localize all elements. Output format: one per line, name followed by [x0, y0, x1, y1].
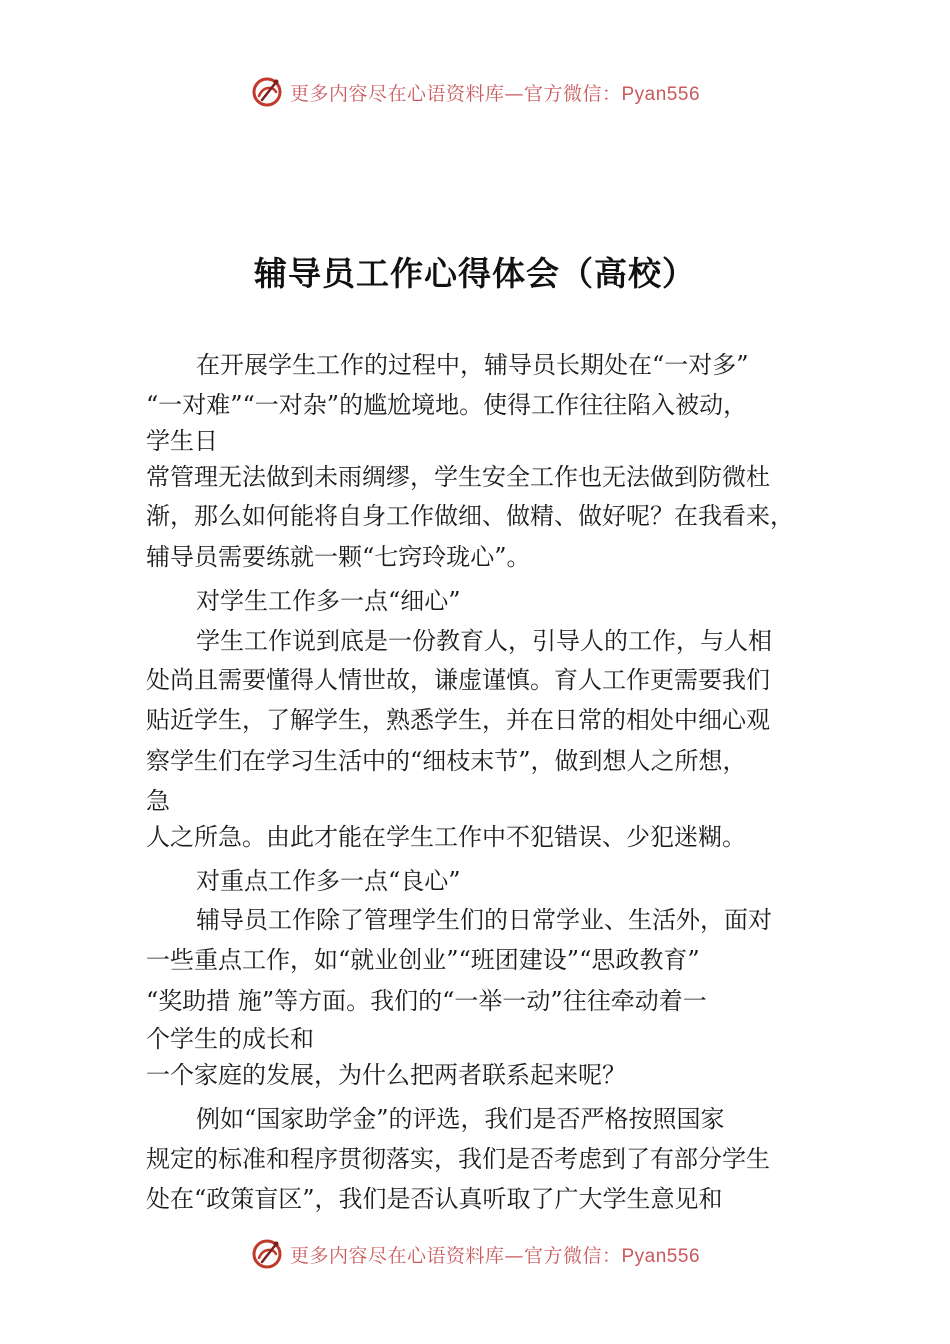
footer-banner-text: [290, 1241, 700, 1268]
body-line: 一些重点工作，如“就业创业”“班团建设”“思政教育”: [146, 946, 700, 974]
swirl-logo-icon: [250, 1237, 284, 1271]
wechat-id: Pyan556: [621, 1245, 701, 1267]
banner-slogan: 更多内容尽在心语资料库—官方微信：: [289, 82, 622, 105]
body-line: 在开展学生工作的过程中，辅导员长期处在“一对多”: [196, 351, 749, 379]
section-heading: 对学生工作多一点“细心”: [196, 587, 461, 615]
body-line: 规定的标准和程序贯彻落实，我们是否考虑到了有部分学生: [146, 1145, 770, 1173]
document-title: 辅导员工作心得体会（高校）: [254, 254, 696, 293]
footer-banner-content: [250, 1237, 700, 1271]
body-line: 处在“政策盲区”，我们是否认真听取了广大学生意见和: [146, 1185, 723, 1213]
banner-slogan: 更多内容尽在心语资料库—官方微信：: [289, 1244, 622, 1267]
body-line: 处尚且需要懂得人情世故，谦虚谨慎。育人工作更需要我们: [146, 666, 770, 694]
body-line: 辅导员工作除了管理学生们的日常学业、生活外，面对: [196, 906, 772, 934]
body-line: 一个家庭的发展，为什么把两者联系起来呢？: [146, 1061, 626, 1089]
body-line: 察学生们在学习生活中的“细枝末节”，做到想人之所想，: [146, 747, 747, 775]
body-line: 个学生的成长和: [146, 1025, 314, 1053]
body-line: “一对难”“一对杂”的尴尬境地。使得工作往往陷入被动，: [146, 391, 748, 419]
body-line: 例如“国家助学金”的评选，我们是否严格按照国家: [196, 1105, 725, 1133]
body-line: 学生工作说到底是一份教育人，引导人的工作，与人相: [196, 627, 772, 655]
body-line: 贴近学生，了解学生，熟悉学生，并在日常的相处中细心观: [146, 706, 770, 734]
body-line: 辅导员需要练就一颗“七窍玲珑心”。: [146, 543, 531, 571]
body-line: “奖助措 施”等方面。我们的“一举一动”往往牵动着一: [146, 987, 707, 1015]
wechat-id: Pyan556: [621, 83, 701, 105]
section-heading: 对重点工作多一点“良心”: [196, 867, 461, 895]
body-line: 常管理无法做到未雨绸缪，学生安全工作也无法做到防微杜: [146, 463, 770, 491]
body-line: 学生日: [146, 427, 218, 455]
body-line: 急: [146, 787, 170, 815]
body-line: 渐，那么如何能将自身工作做细、做精、做好呢？在我看来，: [146, 502, 794, 530]
body-line: 人之所急。由此才能在学生工作中不犯错误、少犯迷糊。: [146, 823, 746, 851]
footer-banner: [0, 1234, 950, 1274]
